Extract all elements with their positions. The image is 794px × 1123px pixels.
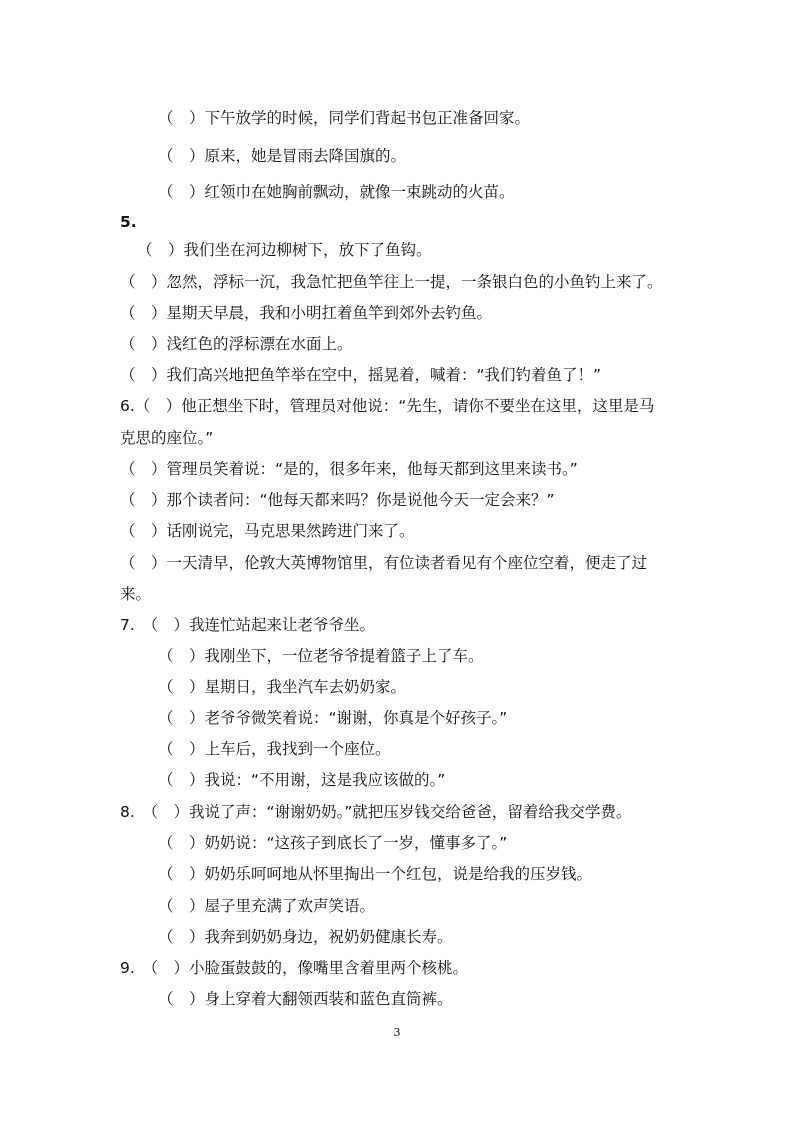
text-line: （ ）屋子里充满了欢声笑语。 (158, 897, 376, 915)
text-line: （ ）星期天早晨，我和小明扛着鱼竿到郊外去钓鱼。 (120, 304, 493, 322)
text-line: （ ）我们坐在河边柳树下，放下了鱼钩。 (137, 241, 432, 259)
text-line: （ ）原来，她是冒雨去降国旗的。 (158, 147, 407, 165)
text-line: 7. （ ）我连忙站起来让老爷爷坐。 (120, 616, 376, 634)
text-line: （ ）老爷爷微笑着说：“谢谢，你真是个好孩子。” (158, 709, 508, 727)
text-line: （ ）浅红色的浮标漂在水面上。 (120, 335, 353, 353)
text-line: 克思的座位。” (120, 429, 214, 447)
text-line: （ ）管理员笑着说：“是的，很多年来，他每天都到这里来读书。” (120, 460, 578, 478)
text-line: （ ）奶奶说：“这孩子到底长了一岁，懂事多了。” (158, 834, 508, 852)
text-line: （ ）忽然，浮标一沉，我急忙把鱼竿往上一提，一条银白色的小鱼钓上来了。 (120, 273, 663, 291)
text-line: （ ）身上穿着大翻领西装和蓝色直筒裤。 (158, 990, 453, 1008)
text-line: （ ）我刚坐下，一位老爷爷提着篮子上了车。 (158, 647, 484, 665)
text-line: （ ）上车后，我找到一个座位。 (158, 740, 391, 758)
text-line: （ ）下午放学的时候，同学们背起书包正准备回家。 (158, 109, 531, 127)
text-line: （ ）我们高兴地把鱼竿举在空中，摇晃着，喊着：“我们钓着鱼了！” (120, 366, 602, 384)
text-line: （ ）星期日，我坐汽车去奶奶家。 (158, 678, 407, 696)
page-number: 3 (393, 1026, 401, 1039)
text-line: 9. （ ）小脸蛋鼓鼓的，像嘴里含着里两个核桃。 (120, 959, 469, 977)
text-line: 6.（ ）他正想坐下时，管理员对他说：“先生，请你不要坐在这里，这里是马 (120, 397, 655, 415)
text-line: （ ）那个读者问：“他每天都来吗？你是说他今天一定会来？” (120, 491, 555, 509)
text-line: （ ）奶奶乐呵呵地从怀里掏出一个红包，说是给我的压岁钱。 (158, 865, 593, 883)
text-line: 来。 (120, 585, 152, 603)
text-line: （ ）红领巾在她胸前飘动，就像一束跳动的火苗。 (158, 183, 515, 201)
text-line: （ ）我说：“不用谢，这是我应该做的。” (158, 771, 446, 789)
text-line: 8. （ ）我说了声：“谢谢奶奶。”就把压岁钱交给爸爸，留着给我交学费。 (120, 803, 632, 821)
text-line: （ ）我奔到奶奶身边，祝奶奶健康长寿。 (158, 928, 453, 946)
text-line: （ ）话刚说完，马克思果然跨进门来了。 (120, 522, 415, 540)
question-number: 5. (120, 213, 137, 231)
text-line: （ ）一天清早，伦敦大英博物馆里，有位读者看见有个座位空着，便走了过 (120, 554, 648, 572)
